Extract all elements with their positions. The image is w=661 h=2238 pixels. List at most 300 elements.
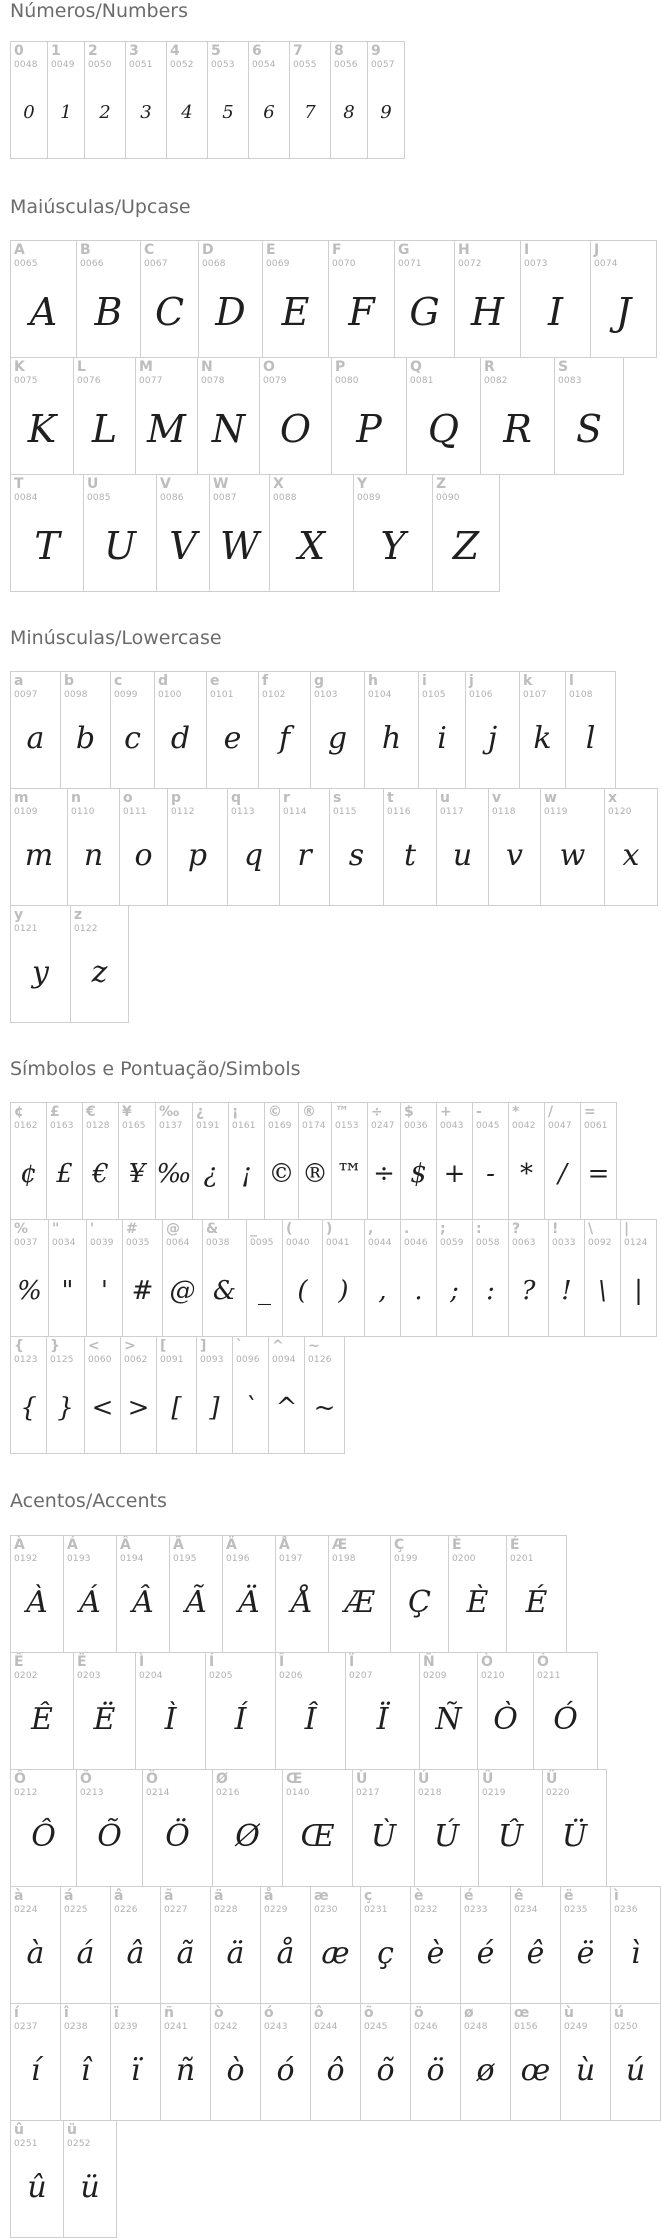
glyph-cell: [73, 1652, 136, 1770]
glyph-cell: [47, 41, 85, 159]
glyph-sample: @: [169, 1276, 196, 1306]
glyph-sample: Û: [497, 1819, 524, 1854]
glyph-cell: [76, 1769, 143, 1887]
character-code: 0069: [266, 259, 290, 269]
glyph-cell: [63, 1535, 117, 1653]
character-label: 4: [170, 43, 180, 59]
glyph-cell: [10, 2120, 64, 2238]
glyph-cell: [364, 671, 419, 789]
glyph-sample: E: [281, 290, 310, 334]
character-label: œ: [514, 2005, 530, 2021]
glyph-cell: [478, 1769, 543, 1887]
glyph-sample: ¡: [241, 1159, 252, 1189]
character-label: z: [74, 907, 83, 923]
character-label: W: [213, 476, 229, 492]
character-label: ÷: [371, 1104, 383, 1120]
character-code: 0192: [14, 1554, 38, 1564]
character-code: 0106: [469, 690, 493, 700]
glyph-cell: [76, 240, 141, 358]
glyph-cell: [160, 1886, 211, 2004]
character-code: 0092: [588, 1238, 612, 1248]
character-label: ë: [564, 1888, 574, 1904]
glyph-cell: [10, 1336, 47, 1454]
glyph-cell: [167, 788, 228, 906]
glyph-sample: N: [211, 407, 246, 451]
character-code: 0243: [264, 2022, 288, 2032]
glyph-sample: å: [276, 1936, 295, 1971]
glyph-cell: [82, 1102, 119, 1220]
character-code: 0108: [569, 690, 593, 700]
glyph-sample: ;: [450, 1276, 459, 1306]
character-label: l: [569, 673, 574, 689]
glyph-cell: [260, 1886, 311, 2004]
glyph-cell: [488, 788, 541, 906]
glyph-sample: Ù: [370, 1819, 397, 1854]
glyph-cell: [400, 1219, 437, 1337]
glyph-cell: [227, 788, 280, 906]
character-label: Ø: [216, 1771, 228, 1787]
glyph-cell: [310, 2003, 361, 2121]
character-code: 0241: [164, 2022, 188, 2032]
glyph-cell: [156, 474, 210, 592]
character-label: A: [14, 242, 25, 258]
glyph-sample: *: [520, 1159, 533, 1189]
character-label: ¥: [122, 1104, 132, 1120]
character-label: 8: [334, 43, 344, 59]
character-code: 0079: [263, 376, 287, 386]
glyph-sample: =: [587, 1159, 610, 1189]
character-label: ì: [614, 1888, 619, 1904]
character-code: 0088: [273, 493, 297, 503]
glyph-sample: t: [403, 838, 417, 873]
glyph-sample: ÷: [373, 1159, 395, 1189]
glyph-cell: [83, 474, 157, 592]
glyph-sample: b: [75, 721, 96, 756]
character-code: 0080: [335, 376, 359, 386]
glyph-cell: [480, 357, 555, 475]
glyph-sample: c: [124, 721, 141, 756]
character-label: _: [250, 1221, 257, 1237]
glyph-sample: %: [17, 1276, 42, 1306]
glyph-cell: [477, 1652, 534, 1770]
glyph-sample: /: [558, 1159, 567, 1189]
glyph-cell: [352, 1769, 415, 1887]
character-label: Y: [357, 476, 368, 492]
glyph-sample: Ï: [376, 1702, 389, 1737]
character-label: J: [594, 242, 600, 258]
character-code: 0070: [332, 259, 356, 269]
glyph-sample: y: [32, 955, 49, 990]
glyph-cell: [289, 41, 331, 159]
glyph-sample: Ú: [433, 1819, 460, 1854]
character-label: `: [236, 1338, 243, 1354]
glyph-cell: [140, 240, 199, 358]
glyph-sample: Ó: [553, 1702, 578, 1737]
character-code: 0065: [14, 259, 38, 269]
character-code: 0041: [326, 1238, 350, 1248]
glyph-sample: #: [131, 1276, 154, 1306]
glyph-sample: 5: [222, 102, 234, 123]
glyph-sample: £: [56, 1159, 73, 1189]
glyph-sample: }: [57, 1393, 74, 1423]
character-label: F: [332, 242, 342, 258]
character-code: 0056: [334, 60, 358, 70]
character-label: ': [90, 1221, 95, 1237]
glyph-sample: \: [598, 1276, 607, 1306]
glyph-sample: `: [244, 1393, 257, 1423]
character-code: 0140: [286, 1788, 310, 1798]
glyph-sample: p: [187, 838, 208, 873]
glyph-sample: ©: [268, 1159, 295, 1189]
glyph-sample: ~: [313, 1393, 336, 1423]
character-code: 0098: [64, 690, 88, 700]
character-label: å: [264, 1888, 274, 1904]
character-label: ^: [272, 1338, 284, 1354]
glyph-cell: [10, 41, 48, 159]
glyph-cell: [262, 240, 329, 358]
character-label: f: [262, 673, 269, 689]
character-code: 0112: [171, 807, 195, 817]
glyph-cell: [248, 41, 290, 159]
character-label: V: [160, 476, 171, 492]
character-label: <: [88, 1338, 100, 1354]
character-code: 0217: [356, 1788, 380, 1798]
character-code: 0169: [268, 1121, 292, 1131]
glyph-sample: !: [561, 1276, 572, 1306]
character-code: 0123: [14, 1355, 38, 1365]
character-code: 0236: [614, 1905, 638, 1915]
character-label: ®: [302, 1104, 316, 1120]
character-label: d: [158, 673, 169, 689]
glyph-sample: 2: [99, 102, 111, 123]
character-code: 0202: [14, 1671, 38, 1681]
character-label: ™: [335, 1104, 349, 1120]
glyph-sample: <: [91, 1393, 114, 1423]
character-label: 7: [293, 43, 303, 59]
glyph-sample: [: [171, 1393, 182, 1423]
glyph-sample: W: [219, 524, 260, 568]
character-label: ": [52, 1221, 60, 1237]
glyph-sample: +: [443, 1159, 466, 1189]
glyph-sample: >: [127, 1393, 150, 1423]
glyph-cell: [432, 474, 500, 592]
character-code: 0063: [512, 1238, 536, 1248]
character-label: Ö: [146, 1771, 158, 1787]
glyph-sample: â: [126, 1936, 145, 1971]
character-label: j: [469, 673, 474, 689]
glyph-cell: [560, 1886, 611, 2004]
glyph-cell: [210, 2003, 261, 2121]
glyph-sample: ë: [576, 1936, 595, 1971]
character-label: Ê: [14, 1654, 24, 1670]
glyph-cell: [207, 41, 249, 159]
glyph-cell: [209, 474, 270, 592]
character-code: 0074: [594, 259, 618, 269]
character-label: Ì: [139, 1654, 145, 1670]
character-code: 0210: [481, 1671, 505, 1681]
glyph-sample: ®: [302, 1159, 328, 1189]
character-code: 0104: [368, 690, 392, 700]
glyph-cell: [394, 240, 455, 358]
glyph-cell: [10, 1535, 64, 1653]
glyph-sample: o: [134, 838, 153, 873]
character-label: Ú: [418, 1771, 430, 1787]
glyph-sample: Ü: [561, 1819, 588, 1854]
character-label: c: [114, 673, 123, 689]
character-code: 0039: [90, 1238, 114, 1248]
character-label: ?: [512, 1221, 521, 1237]
glyph-sample: û: [27, 2170, 47, 2205]
character-code: 0225: [64, 1905, 88, 1915]
character-label: K: [14, 359, 25, 375]
glyph-cell: [367, 41, 405, 159]
character-label: ö: [414, 2005, 424, 2021]
character-label: s: [333, 790, 342, 806]
glyph-sample: 4: [181, 102, 193, 123]
character-code: 0061: [584, 1121, 608, 1131]
glyph-cell: [160, 2003, 211, 2121]
glyph-cell: [86, 1219, 123, 1337]
glyph-sample: œ: [520, 2053, 551, 2088]
character-label: [: [160, 1338, 167, 1354]
glyph-cell: [73, 357, 136, 475]
character-code: 0156: [514, 2022, 538, 2032]
character-label: ù: [564, 2005, 574, 2021]
character-label: r: [283, 790, 290, 806]
glyph-cell: [60, 671, 111, 789]
glyph-cell: [268, 1336, 305, 1454]
glyph-cell: [46, 1102, 83, 1220]
glyph-cell: [212, 1769, 283, 1887]
glyph-cell: [506, 1535, 567, 1653]
character-label: N: [201, 359, 213, 375]
glyph-cell: [135, 357, 198, 475]
glyph-sample: ó: [276, 2053, 295, 2088]
character-code: 0089: [357, 493, 381, 503]
character-code: 0057: [371, 60, 395, 70]
glyph-cell: [418, 671, 466, 789]
character-label: 9: [371, 43, 381, 59]
glyph-sample: Ö: [165, 1819, 190, 1854]
glyph-cell: [310, 1886, 361, 2004]
character-label: é: [464, 1888, 474, 1904]
glyph-cell: [520, 240, 591, 358]
character-code: 0209: [423, 1671, 447, 1681]
character-code: 0218: [418, 1788, 442, 1798]
glyph-cell: [264, 1102, 299, 1220]
character-code: 0078: [201, 376, 225, 386]
glyph-sample: J: [615, 290, 632, 334]
character-label: ò: [214, 2005, 224, 2021]
glyph-sample: ö: [426, 2053, 445, 2088]
glyph-sample: È: [466, 1585, 489, 1620]
section-title-symbols: Símbolos e Pontuação/Simbols: [10, 1058, 301, 1080]
character-label: Û: [482, 1771, 494, 1787]
character-code: 0125: [50, 1355, 74, 1365]
character-code: 0052: [170, 60, 194, 70]
character-code: 0228: [214, 1905, 238, 1915]
character-code: 0085: [87, 493, 111, 503]
character-code: 0205: [209, 1671, 233, 1681]
glyph-sample: á: [76, 1936, 95, 1971]
character-code: 0219: [482, 1788, 506, 1798]
glyph-sample: ø: [476, 2053, 495, 2088]
glyph-sample: Ø: [235, 1819, 260, 1854]
character-label: {: [14, 1338, 24, 1354]
character-code: 0121: [14, 924, 38, 934]
character-code: 0082: [484, 376, 508, 386]
character-label: U: [87, 476, 99, 492]
glyph-sample: à: [26, 1936, 45, 1971]
glyph-sample: K: [27, 407, 57, 451]
character-label: Ô: [14, 1771, 26, 1787]
glyph-sample: S: [575, 407, 603, 451]
character-label: ê: [514, 1888, 524, 1904]
glyph-cell: [10, 1769, 77, 1887]
character-label: L: [77, 359, 86, 375]
glyph-sample: n: [83, 838, 104, 873]
glyph-sample: G: [409, 290, 440, 334]
character-code: 0037: [14, 1238, 38, 1248]
character-label: H: [458, 242, 470, 258]
character-label: ï: [114, 2005, 119, 2021]
glyph-sample: g: [327, 721, 348, 756]
character-code: 0248: [464, 2022, 488, 2032]
character-code: 0204: [139, 1671, 163, 1681]
character-code: 0084: [14, 493, 38, 503]
glyph-sample: ,: [378, 1276, 387, 1306]
character-label: P: [335, 359, 346, 375]
character-code: 0067: [144, 259, 168, 269]
glyph-sample: x: [622, 838, 640, 873]
character-label: è: [414, 1888, 424, 1904]
character-code: 0239: [114, 2022, 138, 2032]
character-code: 0117: [440, 807, 464, 817]
glyph-cell: [364, 1219, 401, 1337]
character-label: -: [476, 1104, 482, 1120]
glyph-cell: [390, 1535, 449, 1653]
glyph-sample: 0: [23, 102, 35, 123]
glyph-sample: ': [100, 1276, 109, 1306]
character-code: 0109: [14, 807, 38, 817]
character-label: I: [524, 242, 530, 258]
glyph-cell: [198, 240, 263, 358]
glyph-cell: [330, 41, 368, 159]
glyph-cell: [298, 1102, 332, 1220]
glyph-cell: [246, 1219, 283, 1337]
character-code: 0042: [512, 1121, 536, 1131]
glyph-cell: [10, 1219, 49, 1337]
glyph-cell: [10, 1886, 61, 2004]
character-label: !: [552, 1221, 559, 1237]
character-label: Â: [120, 1537, 131, 1553]
character-label: Ù: [356, 1771, 368, 1787]
glyph-sample: v: [506, 838, 523, 873]
glyph-sample: e: [223, 721, 242, 756]
glyph-cell: [10, 240, 77, 358]
glyph-cell: [460, 1886, 511, 2004]
character-code: 0128: [86, 1121, 110, 1131]
glyph-sample: ü: [80, 2170, 100, 2205]
glyph-cell: [10, 788, 68, 906]
glyph-sample: U: [103, 524, 137, 568]
glyph-cell: [10, 905, 71, 1023]
character-code: 0053: [211, 60, 235, 70]
glyph-sample: q: [243, 838, 264, 873]
glyph-cell: [166, 41, 208, 159]
character-label: }: [50, 1338, 60, 1354]
character-code: 0191: [196, 1121, 220, 1131]
glyph-sample: Ê: [31, 1702, 53, 1737]
character-code: 0102: [262, 690, 286, 700]
character-label: æ: [314, 1888, 329, 1904]
glyph-sample: ú: [625, 2053, 646, 2088]
character-code: 0196: [226, 1554, 250, 1564]
character-code: 0034: [52, 1238, 76, 1248]
glyph-cell: [304, 1336, 345, 1454]
character-label: %: [14, 1221, 29, 1237]
glyph-cell: [48, 1219, 87, 1337]
glyph-cell: [419, 1652, 478, 1770]
character-code: 0207: [349, 1671, 373, 1681]
character-code: 0252: [67, 2139, 91, 2149]
glyph-cell: [142, 1769, 213, 1887]
character-code: 0066: [80, 259, 104, 269]
character-label: h: [368, 673, 378, 689]
character-label: t: [387, 790, 394, 806]
glyph-sample: É: [525, 1585, 548, 1620]
character-label: ;: [440, 1221, 446, 1237]
character-code: 0071: [398, 259, 422, 269]
character-code: 0193: [67, 1554, 91, 1564]
character-label: k: [523, 673, 533, 689]
glyph-sample: Œ: [300, 1819, 335, 1854]
glyph-cell: [533, 1652, 598, 1770]
glyph-sample: u: [452, 838, 473, 873]
character-label: $: [404, 1104, 414, 1120]
character-code: 0203: [77, 1671, 101, 1681]
character-label: y: [14, 907, 24, 923]
character-code: 0126: [308, 1355, 332, 1365]
character-code: 0091: [160, 1355, 184, 1365]
glyph-cell: [360, 2003, 411, 2121]
character-label: C: [144, 242, 155, 258]
character-label: i: [422, 673, 427, 689]
glyph-cell: [169, 1535, 223, 1653]
glyph-cell: [279, 788, 330, 906]
glyph-cell: [610, 2003, 661, 2121]
character-code: 0200: [452, 1554, 476, 1564]
character-code: 0105: [422, 690, 446, 700]
glyph-cell: [544, 1102, 581, 1220]
glyph-cell: [10, 1102, 47, 1220]
character-code: 0163: [50, 1121, 74, 1131]
glyph-sample: (: [297, 1276, 308, 1306]
character-label: Á: [67, 1537, 78, 1553]
glyph-cell: [222, 1535, 276, 1653]
character-code: 0033: [552, 1238, 576, 1248]
character-label: m: [14, 790, 29, 806]
character-code: 0199: [394, 1554, 418, 1564]
character-code: 0048: [14, 60, 38, 70]
glyph-cell: [554, 357, 624, 475]
character-code: 0122: [74, 924, 98, 934]
glyph-sample: -: [486, 1159, 495, 1189]
character-label: +: [440, 1104, 452, 1120]
glyph-sample: ñ: [175, 2053, 196, 2088]
character-code: 0116: [387, 807, 411, 817]
character-code: 0073: [524, 259, 548, 269]
